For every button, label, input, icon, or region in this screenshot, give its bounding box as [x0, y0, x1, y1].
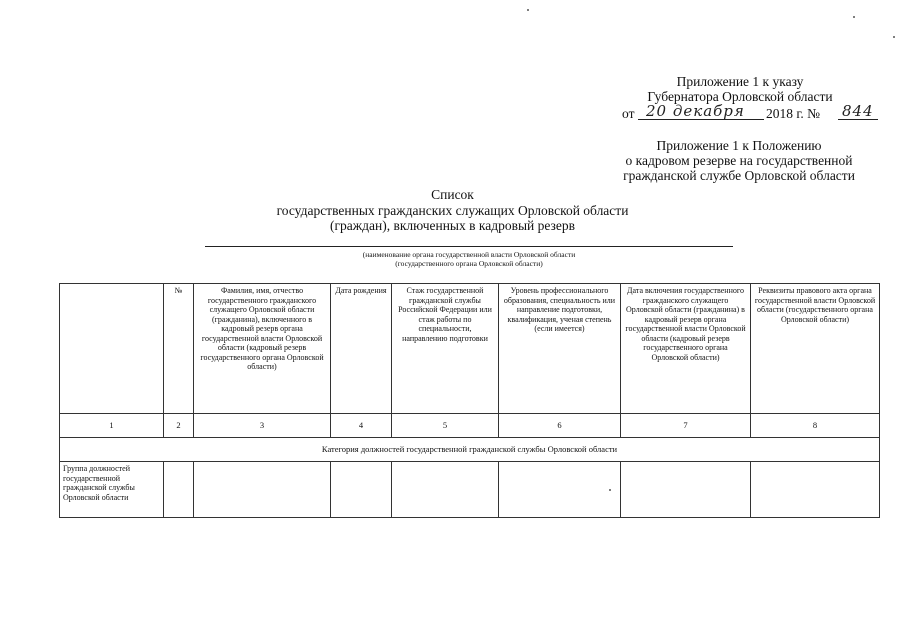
organ-name-caption: [205, 250, 733, 268]
header-cell: Дата рождения: [331, 284, 392, 414]
date-prefix: от: [622, 106, 635, 121]
title-line1: Список: [431, 187, 474, 202]
header-cell: №: [164, 284, 194, 414]
handwritten-number: 844: [842, 102, 874, 120]
appendix2-line2: о кадровом резерве на государственной: [625, 153, 853, 168]
category-cell: Категория должностей государственной гражданской службы Орловской области: [60, 438, 880, 462]
header-cell: Фамилия, имя, отчество государственного гражданского служащего Орловской области (гражданина), включенного в кадровый резерв органа государственной власти Орловской области (кадровый резерв государственного органа Орловской области): [194, 284, 331, 414]
title-line2: государственных гражданских служащих Орловской области: [276, 202, 629, 218]
appendix-line2: Губернатора Орловской области: [647, 89, 833, 104]
reserve-table: [59, 283, 880, 518]
column-number: 5: [392, 414, 499, 438]
scan-speck: [893, 36, 895, 38]
empty-cell: [751, 462, 880, 518]
appendix-block: [590, 74, 890, 104]
header-cell: Стаж государственной гражданской службы Российской Федерации или стаж работы по специальности, направлению подготовки: [392, 284, 499, 414]
scan-speck: [853, 16, 855, 18]
empty-cell: [164, 462, 194, 518]
table-number-row: [60, 414, 880, 438]
handwritten-date: 20 декабря: [646, 102, 745, 120]
appendix2-line1: Приложение 1 к Положению: [656, 138, 822, 153]
appendix2-block: [596, 138, 882, 183]
document-title: [180, 187, 725, 234]
scan-speck: [527, 9, 529, 11]
header-cell: Дата включения государственного гражданского служащего Орловской области (гражданина) в кадровый резерв органа государственной власти Орловской области (кадровый резерв государственного органа Орловской области): [621, 284, 751, 414]
empty-cell: [331, 462, 392, 518]
appendix2-line3: гражданской службе Орловской области: [623, 168, 855, 183]
table-category-row: [60, 438, 880, 462]
title-line3: (граждан), включенных в кадровый резерв: [330, 218, 575, 233]
date-year: 2018 г. №: [766, 106, 821, 121]
empty-cell: [194, 462, 331, 518]
caption-line2: (государственного органа Орловской области): [395, 259, 543, 268]
header-cell: Уровень профессионального образования, специальность или направление подготовки, квалификация, ученая степень (если имеется): [499, 284, 621, 414]
decree-date-line: [622, 104, 892, 124]
header-cell: [60, 284, 164, 414]
group-cell: Группа должностей государственной гражданской службы Орловской области: [60, 462, 164, 518]
organ-name-blank-line: [205, 246, 733, 247]
empty-cell: [499, 462, 621, 518]
table-group-row: [60, 462, 880, 518]
column-number: 8: [751, 414, 880, 438]
caption-line1: (наименование органа государственной власти Орловской области: [362, 250, 576, 259]
column-number: 2: [164, 414, 194, 438]
header-cell: Реквизиты правового акта органа государственной власти Орловской области (государственного органа Орловской области): [751, 284, 880, 414]
column-number: 1: [60, 414, 164, 438]
column-number: 4: [331, 414, 392, 438]
empty-cell: [621, 462, 751, 518]
empty-cell: [392, 462, 499, 518]
table-header-row: [60, 284, 880, 414]
column-number: 6: [499, 414, 621, 438]
appendix-line1: Приложение 1 к указу: [676, 74, 804, 89]
column-number: 3: [194, 414, 331, 438]
column-number: 7: [621, 414, 751, 438]
